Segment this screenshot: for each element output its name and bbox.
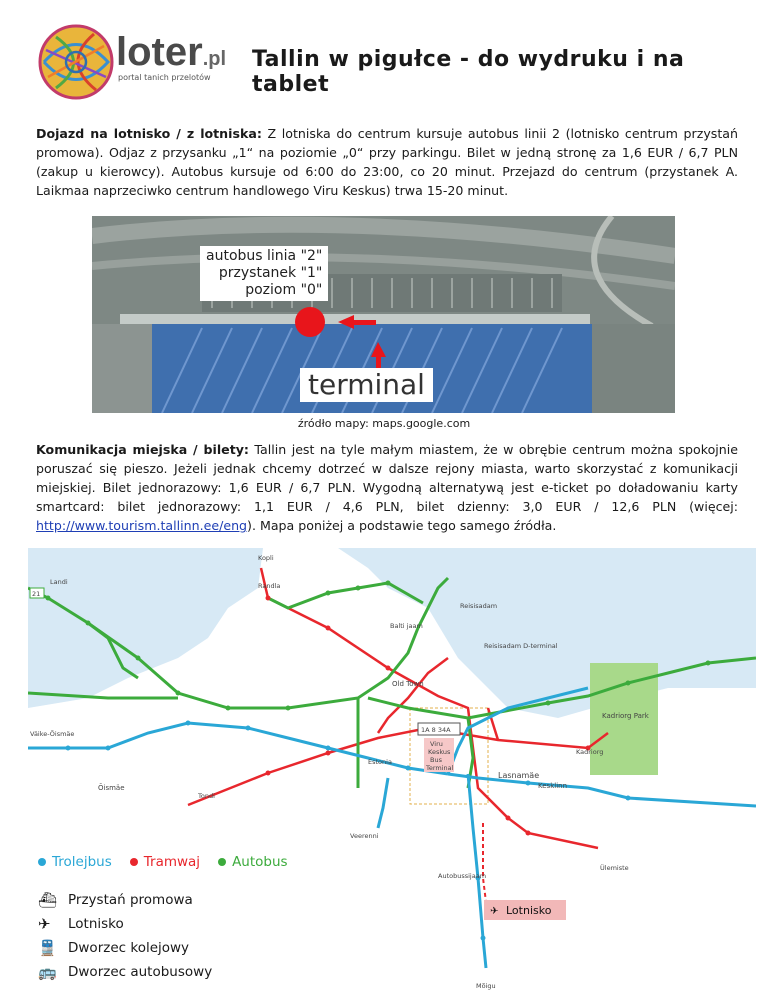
terminus-kadriorg: Kadriorg [576, 748, 604, 756]
terminus-moigu: Mõigu [476, 982, 496, 990]
transport-body: Tallin jest na tyle małym miastem, że w obrębie centrum można spokojnie poruszać się pieszo. Jeżeli jednak chcemy dotrzeć w dalsze rejony miasta, warto skorzystać z komunikacji miejskiej. Bilet jednorazowy: 1,6 EUR / 6,7 PLN. Wygodną alternatywą jest e-ticket po doładowaniu karty smartcard: bilet jednorazowy: 1,1 EUR / 4,6 PLN, bilet dzienny: 3,0 EUR / 12,6 PLN (więcej: [36, 442, 739, 514]
callout-line-3: poziom "0" [245, 282, 323, 298]
bus-stop-callout [200, 246, 328, 301]
legend-bus: Autobus [232, 854, 288, 870]
balti-jaam-label: Balti jaam [390, 622, 423, 630]
hub-label-1: Viru [430, 740, 443, 748]
airport-body: Z lotniska do centrum kursuje autobus linii 2 (lotnisko centrum przystań promowa). Odjaz z przysanku „1“ na poziomie „0“ przy parkingu. Bilet w jedną stronę za 1,6 EUR / 6,7 PLN (zakup u kierowcy). Autobus kursuje od 6:00 do 23:00, co 20 minut. Przejazd do centrum (przystanek A. Laikmaa naprzeciwko centrum handlowego Viru Keskus) trwa 15-20 minut. [36, 126, 738, 198]
bus-terminal-label: Autobussijaam [438, 872, 487, 880]
logo-globe-icon [36, 22, 116, 102]
tram-dot-icon [130, 858, 138, 866]
district-kadriorg-park: Kadriorg Park [602, 712, 649, 720]
district-old-town: Old Town [392, 680, 424, 688]
aerial-map [92, 216, 675, 413]
logo-tagline: portal tanich przelotów [118, 73, 211, 82]
callout-line-2: przystanek "1" [218, 265, 323, 281]
legend-rail: Dworzec kolejowy [68, 940, 190, 956]
callout-line-1: autobus linia "2" [206, 248, 323, 264]
trolley-dot-icon [38, 858, 46, 866]
airport-paragraph [36, 124, 738, 200]
hub-label-4: Terminal [426, 764, 454, 772]
bus-station-icon: 🚌 [38, 963, 57, 981]
terminus-landi-line: 21 [32, 590, 41, 598]
district-oismae: Õismäe [98, 784, 125, 792]
legend-airport: Lotnisko [68, 916, 124, 932]
logo [36, 22, 116, 102]
terminus-ulemiste: Ülemiste [600, 864, 629, 872]
terminus-estonia: Estonia [368, 758, 392, 766]
hub-label-3: Bus [430, 756, 442, 764]
legend-ferry: Przystań promowa [68, 892, 193, 908]
terminus-randla: Randla [258, 582, 281, 590]
airport-icon: ✈ [38, 915, 51, 933]
map-source-caption: źródło mapy: maps.google.com [297, 417, 471, 430]
page-title: Tallin w pigułce - do wydruku i na tablet [252, 47, 685, 97]
logo-tld: .pl [202, 48, 227, 70]
transport-heading: Komunikacja miejska / bilety: [36, 442, 249, 457]
legend-tram: Tramwaj [143, 854, 201, 870]
terminus-tondi: Tondi [198, 792, 215, 800]
transport-body-end: ). Mapa poniżej a podstawie tego samego źródła. [247, 518, 557, 533]
terminus-veerenni: Veerenni [350, 832, 379, 840]
ferry-terminal-label: Reisisadam D-terminal [484, 642, 558, 650]
district-lasnamae: Lasnamäe [498, 771, 540, 780]
terminus-landi: Landi [50, 578, 68, 586]
transport-paragraph [36, 440, 738, 535]
terminus-vaike-oismae: Väike-Õismäe [30, 730, 75, 738]
logo-text: loter [116, 30, 203, 74]
airport-stop-label: Lotnisko [506, 904, 552, 917]
district-kesklinn: Kesklinn [538, 782, 568, 790]
ferry-icon: ⛴ [38, 891, 58, 909]
bus-dot-icon [218, 858, 226, 866]
tourism-link[interactable]: http://www.tourism.tallinn.ee/eng [36, 518, 248, 533]
hub-label-2: Keskus [428, 748, 451, 756]
legend-trolley: Trolejbus [52, 854, 112, 870]
legend-bus-station: Dworzec autobusowy [68, 964, 213, 980]
terminus-reisisadam: Reisisadam [460, 602, 498, 610]
terminal-label: terminal [300, 368, 433, 402]
train-icon: 🚆 [38, 939, 57, 957]
airport-plane-icon: ✈ [490, 906, 499, 917]
airport-heading: Dojazd na lotnisko / z lotniska: [36, 126, 262, 141]
hub-lines: 1A 8 34A [421, 726, 451, 734]
district-kopli: Kopli [258, 554, 274, 562]
legend [38, 852, 328, 984]
